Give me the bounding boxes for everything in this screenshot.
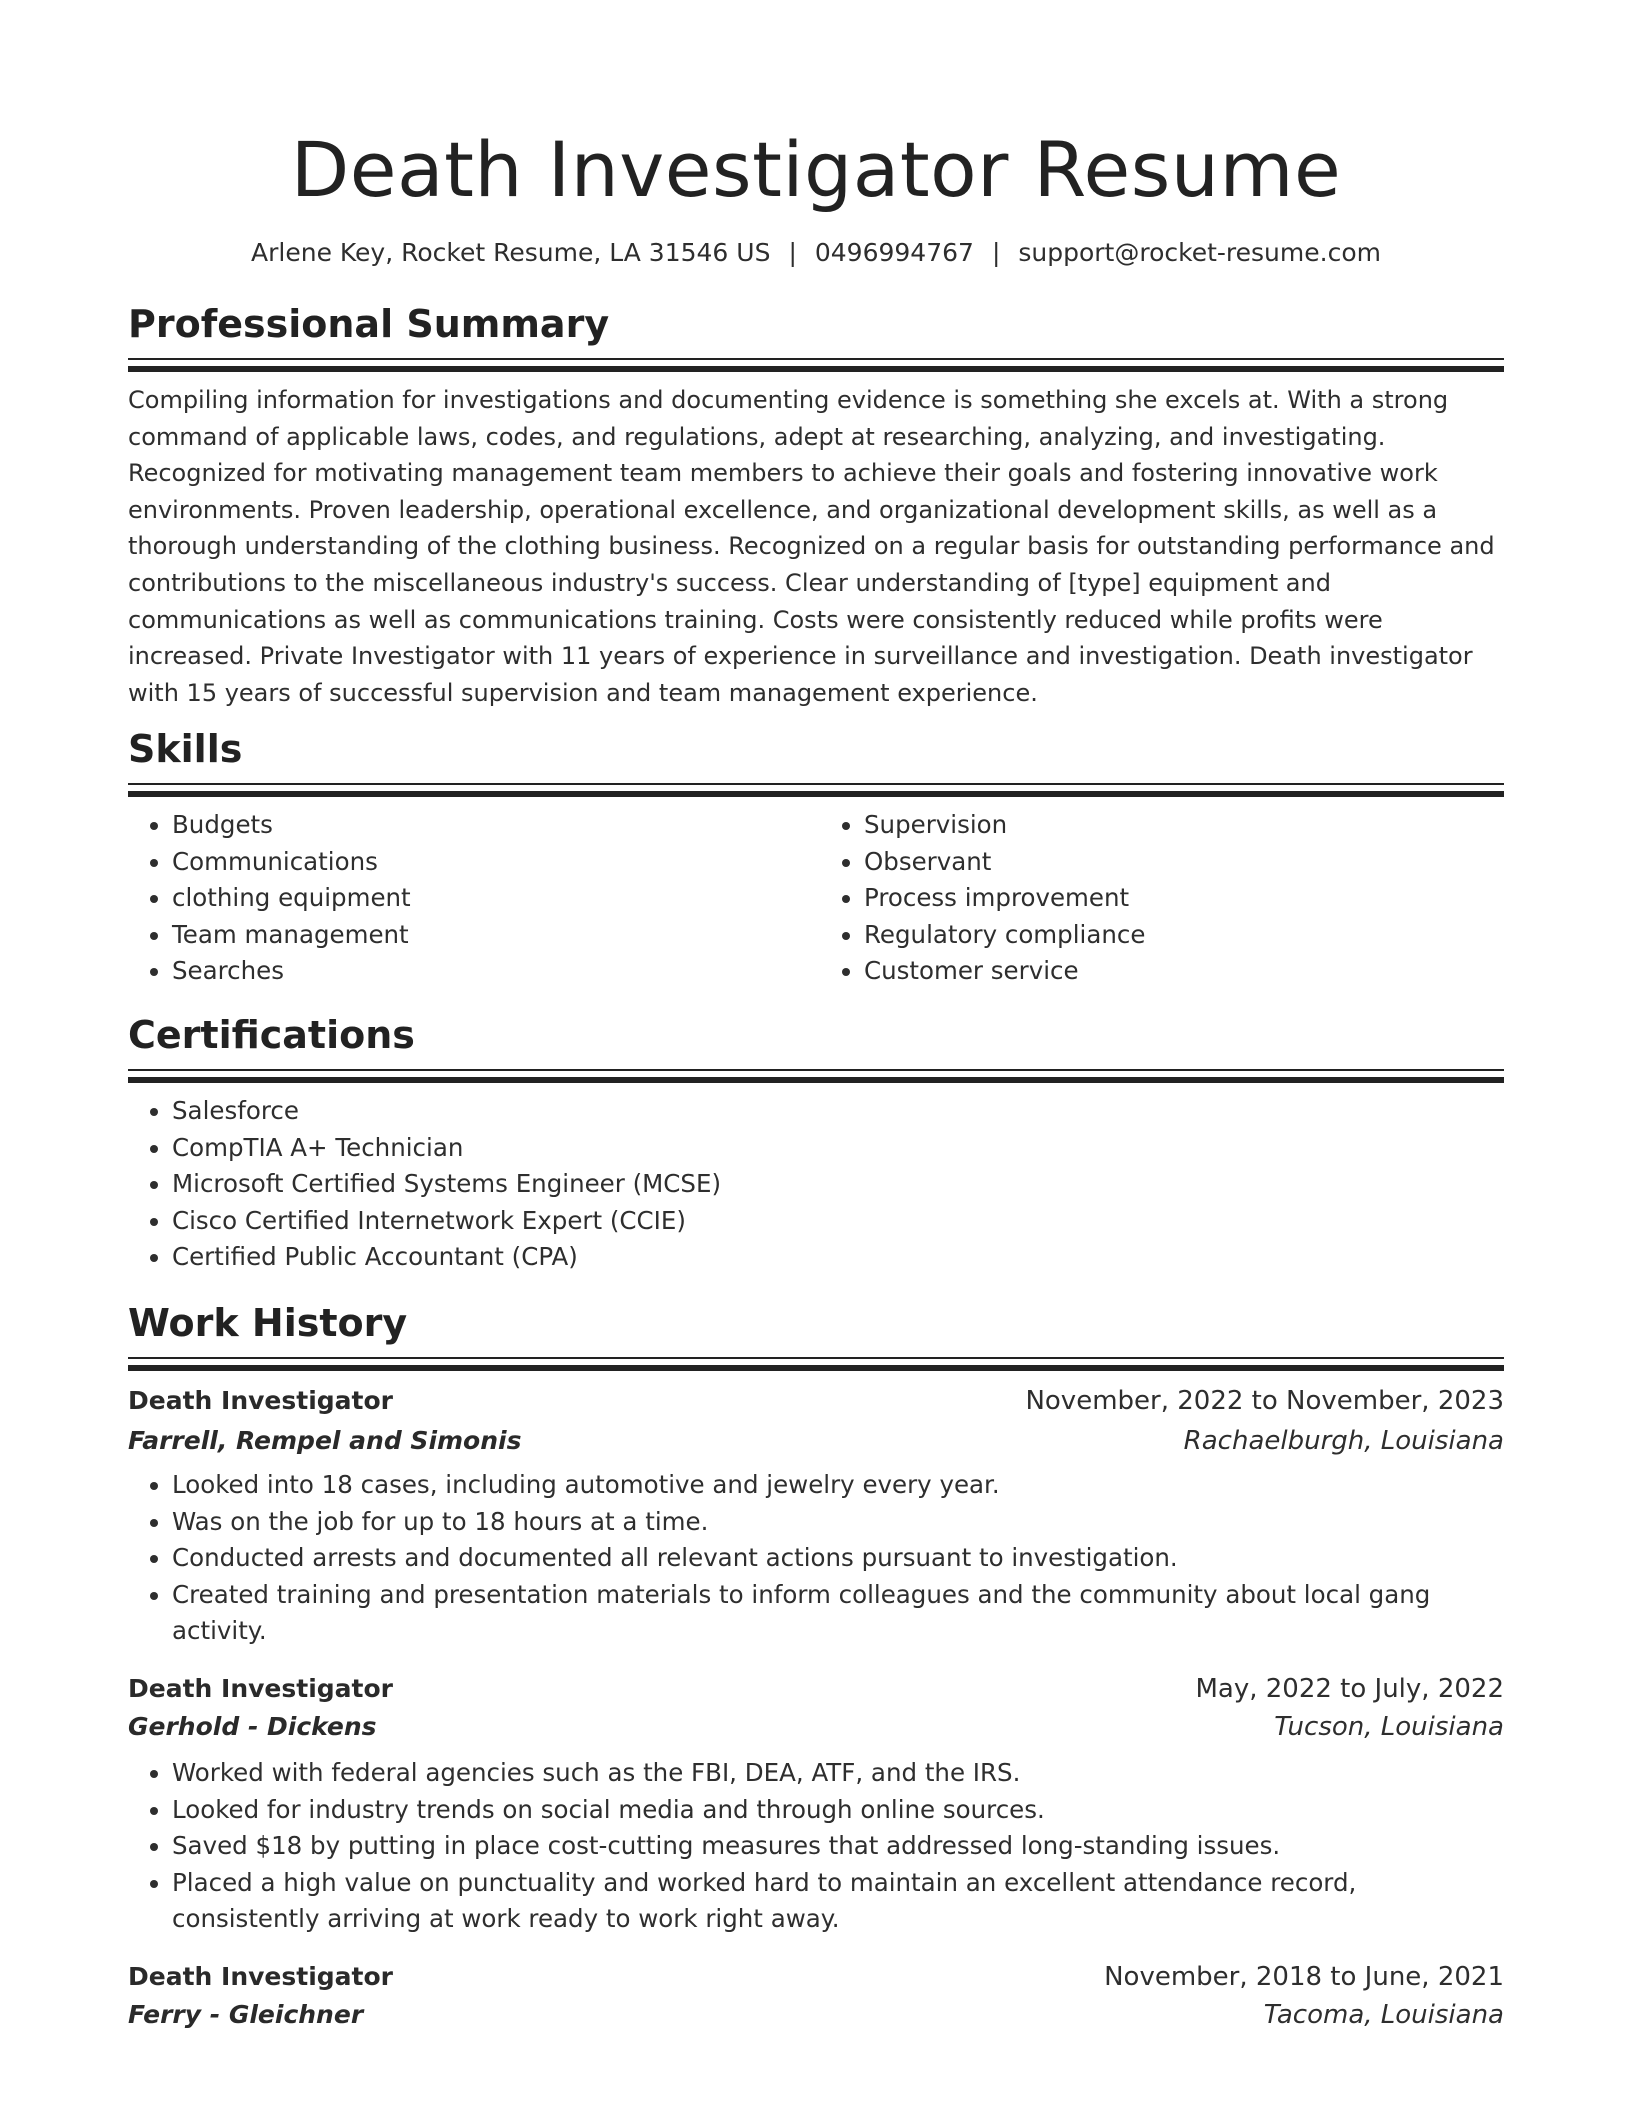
job-company: Ferry - Gleichner: [128, 2000, 364, 2030]
summary-heading: Professional Summary: [128, 302, 610, 346]
job-bullet: • Was on the job for up to 18 hours at a time.: [172, 1504, 1504, 1540]
skill-item: • Team management: [172, 917, 816, 953]
job-header-row: [128, 1959, 1504, 1995]
job-dates: November, 2018 to June, 2021: [1104, 1962, 1504, 1993]
skills-list-right: [816, 807, 1504, 989]
job-bullet: • Looked into 18 cases, including automotive and jewelry every year.: [172, 1467, 1504, 1503]
certification-item: • Microsoft Certified Systems Engineer (MCSE): [172, 1166, 1504, 1202]
job-company: Gerhold - Dickens: [128, 1712, 377, 1742]
contact-address: Arlene Key, Rocket Resume, LA 31546 US: [251, 238, 771, 267]
job-header-row: [128, 1383, 1504, 1419]
job-bullet: • Created training and presentation materials to inform colleagues and the community about local gang activity.: [172, 1577, 1504, 1650]
job-entry: [128, 1959, 1504, 2033]
job-company-row: [128, 1709, 1504, 1745]
job-company-row: [128, 1423, 1504, 1459]
certification-item: • Cisco Certified Internetwork Expert (CCIE): [172, 1203, 1504, 1239]
contact-separator: |: [991, 238, 1001, 267]
skill-item: • Observant: [864, 844, 1504, 880]
job-location: Tacoma, Louisiana: [1263, 2000, 1504, 2031]
job-title: Death Investigator: [128, 1674, 394, 1704]
job-bullets: [128, 1755, 1504, 1937]
job-bullet: • Looked for industry trends on social media and through online sources.: [172, 1792, 1504, 1828]
certification-item: • Certified Public Accountant (CPA): [172, 1239, 1504, 1275]
contact-phone: 0496994767: [814, 238, 974, 267]
certifications-list: [128, 1093, 1504, 1275]
job-entry: [128, 1671, 1504, 1937]
skills-columns: [128, 807, 1504, 989]
job-dates: November, 2022 to November, 2023: [1025, 1386, 1504, 1417]
skill-item: • Searches: [172, 953, 816, 989]
certification-item: • CompTIA A+ Technician: [172, 1130, 1504, 1166]
job-location: Rachaelburgh, Louisiana: [1183, 1426, 1504, 1457]
section-divider: [128, 1069, 1504, 1091]
contact-email: support@rocket-resume.com: [1018, 238, 1381, 267]
section-divider: [128, 358, 1504, 380]
skill-item: • Budgets: [172, 807, 816, 843]
job-dates: May, 2022 to July, 2022: [1195, 1674, 1504, 1705]
skills-section: [128, 725, 1504, 989]
job-bullets: [128, 1467, 1504, 1649]
skill-item: • Process improvement: [864, 880, 1504, 916]
job-bullet: • Worked with federal agencies such as the FBI, DEA, ATF, and the IRS.: [172, 1755, 1504, 1791]
job-company: Farrell, Rempel and Simonis: [128, 1426, 522, 1456]
skill-item: • clothing equipment: [172, 880, 816, 916]
summary-text: Compiling information for investigations and documenting evidence is something she excels at. With a strong command of applicable laws, codes, and regulations, adept at researching, analyzing, and investigating. Recognized for motivating management team members to achieve their goals and fostering innovative work environments. Proven leadership, operational excellence, and organizational development skills, as well as a thorough understanding of the clothing business. Recognized on a regular basis for outstanding performance and contributions to the miscellaneous industry's success. Clear understanding of [type] equipment and communications as well as communications training. Costs were consistently reduced while profits were increased. Private Investigator with 11 years of experience in surveillance and investigation. Death investigator with 15 years of successful supervision and team management experience.: [128, 386, 1495, 707]
summary-section: [128, 300, 1504, 711]
job-title: Death Investigator: [128, 1386, 394, 1416]
certification-item: • Salesforce: [172, 1093, 1504, 1129]
skill-item: • Customer service: [864, 953, 1504, 989]
contact-separator: |: [788, 238, 797, 267]
page-title: Death Investigator Resume: [290, 125, 1342, 214]
skill-item: • Regulatory compliance: [864, 917, 1504, 953]
contact-line: [128, 236, 1504, 270]
certifications-heading: Certifications: [128, 1013, 415, 1058]
skills-list-left: [128, 807, 816, 989]
certifications-section: [128, 1011, 1504, 1275]
job-title: Death Investigator: [128, 1962, 394, 1992]
job-company-row: [128, 1997, 1504, 2033]
skills-heading: Skills: [128, 727, 243, 772]
work-history-section: [128, 1299, 1504, 2033]
job-bullet: • Conducted arrests and documented all relevant actions pursuant to investigation.: [172, 1540, 1504, 1576]
job-header-row: [128, 1671, 1504, 1707]
skill-item: • Communications: [172, 844, 816, 880]
section-divider: [128, 783, 1504, 805]
job-entry: [128, 1383, 1504, 1649]
job-location: Tucson, Louisiana: [1274, 1712, 1504, 1743]
job-bullet: • Placed a high value on punctuality and worked hard to maintain an excellent attendance record, consistently arriving at work ready to work right away.: [172, 1865, 1504, 1938]
skill-item: • Supervision: [864, 807, 1504, 843]
job-bullet: • Saved $18 by putting in place cost-cutting measures that addressed long-standing issues.: [172, 1828, 1504, 1864]
work-history-heading: Work History: [128, 1301, 408, 1346]
section-divider: [128, 1357, 1504, 1379]
